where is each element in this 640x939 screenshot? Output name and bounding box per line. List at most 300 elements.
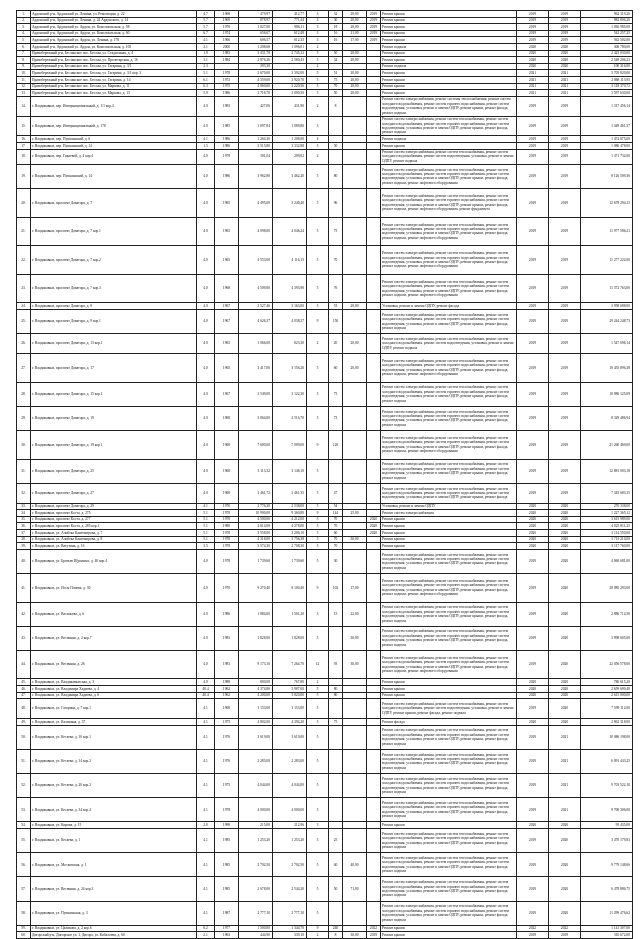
last-repair-cell <box>367 116 381 136</box>
wear-cell: 4.1 <box>197 136 215 143</box>
residents-cell: 18 <box>329 24 343 31</box>
cost-cell: 1 349 461,37 <box>581 116 633 136</box>
last-repair-cell <box>367 699 381 719</box>
total-area-cell: 4 000,00 <box>239 798 273 822</box>
work-types-cell: Ремонт крыши <box>381 516 517 523</box>
start-year-cell: 2021 <box>517 76 549 83</box>
start-year-cell: 2022 <box>517 925 549 932</box>
table-row <box>17 932 633 939</box>
residents-cell: 70 <box>329 523 343 530</box>
living-area-cell: 1 096,01 <box>273 43 307 50</box>
year-built-cell: 1965 <box>215 354 239 383</box>
start-year-cell: 2019 <box>517 431 549 460</box>
start-year-cell: 2019 <box>517 274 549 303</box>
floors-cell: 5 <box>307 523 329 530</box>
work-types-cell: Ремонт крыши <box>381 679 517 686</box>
work-types-cell: Ремонт систем электроснабжения, ремонт систем теплоснабжения, ремонт систем холодного водоснабжения, ремонт систем горячего водоснабжения, ремонт систем водоотведения, установка, ремонт и замена ОДПУ, ремонт крыши, ремонт фасада <box>381 483 517 503</box>
cost-cell: 22 056 578,00 <box>581 650 633 679</box>
wear-cell: 5.7 <box>197 17 215 24</box>
start-year-cell: 2019 <box>517 725 549 749</box>
row-number-cell: 43. <box>17 626 31 650</box>
wear-cell: 4.1 <box>197 699 215 719</box>
wear-cell: 4.1 <box>197 37 215 44</box>
row-number-cell: 5. <box>17 37 31 44</box>
start-year-cell: 2019 <box>517 877 549 901</box>
total-area-cell: 2 776,30 <box>239 503 273 510</box>
end-year-cell: 2021 <box>549 725 581 749</box>
total-area-cell: 3 515,80 <box>239 142 273 149</box>
living-area-cell: 612,33 <box>273 37 307 44</box>
last-repair-cell: 2022 <box>367 925 381 932</box>
rate-cell: 30,00 <box>343 932 367 939</box>
living-area-cell: 4 044,00 <box>273 774 307 798</box>
end-year-cell: 2020 <box>549 692 581 699</box>
end-year-cell: 2021 <box>549 76 581 83</box>
start-year-cell: 2019 <box>517 382 549 406</box>
residents-cell: 32 <box>329 11 343 18</box>
row-number-cell: 2. <box>17 17 31 24</box>
address-cell: г. Владикавказ, проспект Коста, д. 275 <box>31 510 197 517</box>
residents-cell: 70 <box>329 543 343 550</box>
total-area-cell: 215,00 <box>239 822 273 829</box>
living-area-cell: 3 756,38 <box>273 536 307 543</box>
floors-cell: 5 <box>307 76 329 83</box>
end-year-cell: 2019 <box>549 246 581 275</box>
residents-cell <box>329 626 343 650</box>
wear-cell: 4.0 <box>197 602 215 626</box>
total-area-cell: 2 461,72 <box>239 483 273 503</box>
wear-cell: 4.1 <box>197 901 215 925</box>
floors-cell: 5 <box>307 529 329 536</box>
year-built-cell: 1988 <box>215 679 239 686</box>
residents-cell: 51 <box>329 70 343 77</box>
wear-cell: 2.0 <box>197 822 215 829</box>
residents-cell: 50 <box>329 50 343 57</box>
table-row <box>17 37 633 44</box>
last-repair-cell <box>367 749 381 773</box>
floors-cell: 5 <box>307 686 329 693</box>
floors-cell: 5 <box>307 719 329 726</box>
last-repair-cell <box>367 246 381 275</box>
rate-cell: 17,00 <box>343 573 367 602</box>
table-row <box>17 719 633 726</box>
floors-cell: 5 <box>307 543 329 550</box>
rate-cell <box>343 516 367 523</box>
start-year-cell: 2019 <box>517 189 549 218</box>
work-types-cell: Ремонт подвала <box>381 63 517 70</box>
living-area-cell: 3 220,56 <box>273 83 307 90</box>
work-types-cell: Ремонт крыши <box>381 536 517 543</box>
last-repair-cell <box>367 543 381 550</box>
end-year-cell: 2019 <box>549 334 581 354</box>
floors-cell: 5 <box>307 70 329 77</box>
row-number-cell: 10. <box>17 70 31 77</box>
living-area-cell: 4 394,20 <box>273 719 307 726</box>
year-built-cell: 1983 <box>215 626 239 650</box>
year-built-cell: 1978 <box>215 516 239 523</box>
living-area-cell: 431,90 <box>273 96 307 116</box>
address-cell: г. Владикавказ, ул. Владимира Хадиева, д. 4 <box>31 686 197 693</box>
row-number-cell: 3. <box>17 24 31 31</box>
floors-cell: 9 <box>307 925 329 932</box>
total-area-cell: 7 600,00 <box>239 431 273 460</box>
wear-cell: 3.1 <box>197 57 215 64</box>
living-area-cell: 9 360,80 <box>273 510 307 517</box>
table-row <box>17 303 633 310</box>
year-built-cell: 1962 <box>215 686 239 693</box>
row-number-cell: 60. <box>17 932 31 939</box>
table-row <box>17 76 633 83</box>
rate-cell <box>343 549 367 573</box>
last-repair-cell <box>367 573 381 602</box>
work-types-cell: Установка, ремонт и замена ОДПУ <box>381 503 517 510</box>
total-area-cell: 4 802,00 <box>239 719 273 726</box>
cost-cell: 21 260 469,00 <box>581 431 633 460</box>
start-year-cell: 2020 <box>517 529 549 536</box>
work-types-cell: Ремонт систем электроснабжения, ремонт систем теплоснабжения, ремонт систем холодного водоснабжения, ремонт систем горячего водоснабжения, ремонт систем водоотведения, установка, ремонт и замена ОДПУ, ремонт крыши, ремонт фасада, ремонт подвала, ремонт лифтового оборудования <box>381 431 517 460</box>
living-area-cell: 8 100,40 <box>273 573 307 602</box>
work-types-cell: Ремонт крыши <box>381 76 517 83</box>
start-year-cell: 2020 <box>517 510 549 517</box>
address-cell: г. Владикавказ, пер. Интернациональный, д. 178 <box>31 116 197 136</box>
wear-cell: 3.5 <box>197 543 215 550</box>
total-area-cell: 1 264,30 <box>239 136 273 143</box>
row-number-cell: 53. <box>17 798 31 822</box>
last-repair-cell <box>367 63 381 70</box>
living-area-cell: 339,10 <box>273 932 307 939</box>
floors-cell: 9 <box>307 310 329 334</box>
work-types-cell: Ремонт систем электроснабжения, ремонт систем теплоснабжения, ремонт систем холодного водоснабжения, ремонт систем водоотведения, установка, ремонт и замена ОДПУ, ремонт подвала <box>381 334 517 354</box>
rate-cell: 20,00 <box>343 70 367 77</box>
living-area-cell: 2 283,00 <box>273 749 307 773</box>
cost-cell: 7 599 112,00 <box>581 699 633 719</box>
end-year-cell: 2019 <box>549 406 581 430</box>
work-types-cell: Ремонт крыши <box>381 686 517 693</box>
cost-cell: 3 715 210,00 <box>581 536 633 543</box>
table-row <box>17 83 633 90</box>
table-row <box>17 822 633 829</box>
table-row <box>17 549 633 573</box>
row-number-cell: 36. <box>17 523 31 530</box>
living-area-cell: 771,44 <box>273 17 307 24</box>
last-repair-cell <box>367 354 381 383</box>
living-area-cell: 1 344,70 <box>273 925 307 932</box>
cost-cell: 100 316,00 <box>581 63 633 70</box>
living-area-cell: 2 702,50 <box>273 853 307 877</box>
work-types-cell: Ремонт систем электроснабжения, ремонт систем теплоснабжения, ремонт систем холодного водоснабжения, ремонт систем горячего водоснабжения, ремонт систем водоотведения, установка, ремонт и замена ОДПУ, ремонт крыши, ремонт фасада, ремонт подвала <box>381 549 517 573</box>
row-number-cell: 14. <box>17 96 31 116</box>
last-repair-cell <box>367 686 381 693</box>
living-area-cell: 2 777,10 <box>273 901 307 925</box>
end-year-cell: 2019 <box>549 217 581 246</box>
start-year-cell: 2019 <box>517 650 549 679</box>
residents-cell: 80 <box>329 164 343 188</box>
start-year-cell: 2020 <box>517 63 549 70</box>
total-area-cell: 3 574,30 <box>239 543 273 550</box>
rate-cell <box>343 829 367 853</box>
address-cell: г. Владикавказ, ул. Кесаева, д. 34 кор.4 <box>31 798 197 822</box>
start-year-cell: 2021 <box>517 83 549 90</box>
living-area-cell: 1 208,00 <box>273 136 307 143</box>
floors-cell: 5 <box>307 503 329 510</box>
residents-cell: 75 <box>329 719 343 726</box>
cost-cell: 8 126 509,36 <box>581 164 633 188</box>
work-types-cell: Ремонт систем электроснабжения, ремонт систем теплоснабжения, ремонт систем холодного водоснабжения, ремонт систем горячего водоснабжения, ремонт систем водоотведения, установка, ремонт и замена ОДПУ, ремонт крыши, ремонт фасада, ремонт подвала <box>381 725 517 749</box>
wear-cell: 4.0 <box>197 246 215 275</box>
end-year-cell: 2021 <box>549 70 581 77</box>
wear-cell: 1.9 <box>197 50 215 57</box>
cost-cell: 29 244 248,73 <box>581 310 633 334</box>
wear-cell: 40.4 <box>197 692 215 699</box>
table-row <box>17 686 633 693</box>
row-number-cell: 12. <box>17 83 31 90</box>
cost-cell: 1 474 875,00 <box>581 136 633 143</box>
start-year-cell: 2019 <box>517 932 549 939</box>
start-year-cell: 2019 <box>517 217 549 246</box>
floors-cell: 12 <box>307 650 329 679</box>
end-year-cell: 2020 <box>549 877 581 901</box>
work-types-cell: Ремонт систем электроснабжения, ремонт систем теплоснабжения, ремонт систем холодного водоснабжения, ремонт систем горячего водоснабжения, ремонт систем водоотведения, установка, ремонт и замена ОДПУ, ремонт крыши, ремонт фасада, ремонт подвала <box>381 877 517 901</box>
end-year-cell: 2020 <box>549 516 581 523</box>
work-types-cell: Ремонт крыши <box>381 529 517 536</box>
table-row <box>17 43 633 50</box>
wear-cell: 4.0 <box>197 217 215 246</box>
row-number-cell: 4. <box>17 30 31 37</box>
total-area-cell: 1 500,00 <box>239 925 273 932</box>
year-built-cell: 1983 <box>215 96 239 116</box>
residents-cell <box>329 725 343 749</box>
end-year-cell: 2021 <box>549 774 581 798</box>
work-types-cell: Ремонт крыши <box>381 523 517 530</box>
rate-cell <box>343 96 367 116</box>
year-built-cell: 1968 <box>215 274 239 303</box>
year-built-cell: 1986 <box>215 142 239 149</box>
rate-cell <box>343 529 367 536</box>
total-area-cell: 1 097,84 <box>239 116 273 136</box>
cost-cell: 9 700 306,00 <box>581 798 633 822</box>
address-cell: г. Владикавказ, ул. Московская, д. 1 <box>31 853 197 877</box>
residents-cell: 40 <box>329 853 343 877</box>
start-year-cell: 2020 <box>517 57 549 64</box>
living-area-cell: 4 212,00 <box>273 516 307 523</box>
table-row <box>17 650 633 679</box>
cost-cell: 12 678 294,13 <box>581 189 633 218</box>
table-row <box>17 11 633 18</box>
start-year-cell: 2019 <box>517 310 549 334</box>
cost-cell: 1 471 732,00 <box>581 149 633 164</box>
year-built-cell: 1985 <box>215 853 239 877</box>
wear-cell: 4.0 <box>197 116 215 136</box>
cost-cell: 310 672,00 <box>581 932 633 939</box>
cost-cell: 2 425 030,00 <box>581 50 633 57</box>
rate-cell: 20,00 <box>343 50 367 57</box>
residents-cell: 70 <box>329 516 343 523</box>
cost-cell: 2 886 714,50 <box>581 602 633 626</box>
cost-cell: 6 091 443,25 <box>581 749 633 773</box>
last-repair-cell: 2019 <box>367 30 381 37</box>
residents-cell <box>329 798 343 822</box>
row-number-cell: 31. <box>17 459 31 483</box>
row-number-cell: 45. <box>17 679 31 686</box>
floors-cell: 3 <box>307 116 329 136</box>
wear-cell: 6.2 <box>197 925 215 932</box>
cost-cell: 3 615 989,00 <box>581 516 633 523</box>
table-row <box>17 57 633 64</box>
residents-cell: 32 <box>329 57 343 64</box>
work-types-cell: Ремонт крыши <box>381 543 517 550</box>
floors-cell: 2 <box>307 149 329 164</box>
wear-cell: 6.7 <box>197 30 215 37</box>
rate-cell: 20,00 <box>343 24 367 31</box>
year-built-cell: 1968 <box>215 431 239 460</box>
residents-cell: 16 <box>329 30 343 37</box>
table-row <box>17 274 633 303</box>
living-area-cell: 767,80 <box>273 679 307 686</box>
year-built-cell <box>215 63 239 70</box>
wear-cell: 4.1 <box>197 877 215 901</box>
address-cell: г. Владикавказ, ул. Кесаева, д. 14 кор.2 <box>31 749 197 773</box>
total-area-cell: 2 702,50 <box>239 853 273 877</box>
living-area-cell <box>273 63 307 70</box>
total-area-cell: 878,97 <box>239 17 273 24</box>
cost-cell: 10 986 125,09 <box>581 382 633 406</box>
cost-cell: 2 868 113,95 <box>581 76 633 83</box>
end-year-cell: 2020 <box>549 510 581 517</box>
last-repair-cell <box>367 90 381 97</box>
work-types-cell: Ремонт систем электроснабжения, ремонт систем теплоснабжения, ремонт систем холодного водоснабжения, ремонт систем горячего водоснабжения, ремонт систем водоотведения, установка, ремонт и замена ОДПУ, ремонт крыши, ремонт фасада, ремонт подвала, ремонт лифтового оборудования <box>381 274 517 303</box>
table-row <box>17 189 633 218</box>
cost-cell: 3 470 179,83 <box>581 829 633 853</box>
work-types-cell: Ремонт систем электроснабжения, ремонт систем теплоснабжения, ремонт систем холодного водоснабжения, ремонт систем горячего водоснабжения, ремонт систем водоотведения, установка, ремонт и замена ОДПУ, ремонт крыши, ремонт фасада, ремонт подвала, ремонт лифтового оборудования <box>381 354 517 383</box>
wear-cell: 4.0 <box>197 573 215 602</box>
cost-cell: 3 597 630,00 <box>581 90 633 97</box>
address-cell: г. Владикавказ, ул. Цаликова, д. 2 кор.6 <box>31 925 197 932</box>
row-number-cell: 21. <box>17 217 31 246</box>
living-area-cell: 3 332,88 <box>273 142 307 149</box>
year-built-cell: 1968 <box>215 11 239 18</box>
end-year-cell: 2019 <box>549 483 581 503</box>
work-types-cell: Ремонт систем электроснабжения, ремонт систем теплоснабжения, ремонт систем холодного водоснабжения, ремонт систем водоотведения, установка, ремонт и замена ОДПУ, ремонт крыши, ремонт фасада, ремонт подвала <box>381 699 517 719</box>
rate-cell <box>343 136 367 143</box>
year-built-cell: 1983 <box>215 650 239 679</box>
year-built-cell: 1965 <box>215 189 239 218</box>
residents-cell: 30 <box>329 17 343 24</box>
wear-cell: 4.0 <box>197 459 215 483</box>
floors-cell: 5 <box>307 354 329 383</box>
address-cell: Правобережный р-н, Бесланское пос. Беслан, ул. Стадионная, д. 4 <box>31 50 197 57</box>
total-area-cell: 3 527,46 <box>239 303 273 310</box>
floors-cell: 5 <box>307 303 329 310</box>
repair-program-table <box>16 10 633 939</box>
table-row <box>17 382 633 406</box>
residents-cell: 15 <box>329 602 343 626</box>
wear-cell: 4.1 <box>197 725 215 749</box>
residents-cell: 30 <box>329 549 343 573</box>
residents-cell: 8 <box>329 932 343 939</box>
rate-cell: 21,00 <box>343 30 367 37</box>
floors-cell: 5 <box>307 798 329 822</box>
row-number-cell: 44. <box>17 650 31 679</box>
table-row <box>17 853 633 877</box>
residents-cell: 75 <box>329 217 343 246</box>
residents-cell <box>329 149 343 164</box>
start-year-cell: 2019 <box>517 24 549 31</box>
table-row <box>17 334 633 354</box>
last-repair-cell <box>367 549 381 573</box>
floors-cell: 5 <box>307 516 329 523</box>
living-area-cell: 2 516,70 <box>273 406 307 430</box>
table-row <box>17 602 633 626</box>
floors-cell: 9 <box>307 510 329 517</box>
wear-cell: 4.0 <box>197 431 215 460</box>
floors-cell: 5 <box>307 50 329 57</box>
total-area-cell: 4 374,80 <box>239 686 273 693</box>
floors-cell: 3 <box>307 822 329 829</box>
row-number-cell: 25. <box>17 310 31 334</box>
residents-cell: 150 <box>329 310 343 334</box>
cost-cell: 1 141 307,00 <box>581 925 633 932</box>
cost-cell: 542 257,25 <box>581 30 633 37</box>
rate-cell <box>343 719 367 726</box>
last-repair-cell <box>367 303 381 310</box>
wear-cell: 4.0 <box>197 189 215 218</box>
work-types-cell: Ремонт систем электроснабжения, ремонт систем теплоснабжения, ремонт систем холодного водоснабжения, ремонт систем горячего водоснабжения, ремонт систем водоотведения, установка, ремонт и замена ОДПУ, ремонт крыши, ремонт фасада, ремонт подвала <box>381 829 517 853</box>
residents-cell: 75 <box>329 76 343 83</box>
wear-cell: 4.1 <box>197 853 215 877</box>
residents-cell: 47 <box>329 483 343 503</box>
wear-cell: 4.0 <box>197 626 215 650</box>
floors-cell: 5 <box>307 774 329 798</box>
rate-cell <box>343 459 367 483</box>
end-year-cell: 2019 <box>549 459 581 483</box>
year-built-cell: 1967 <box>215 310 239 334</box>
residents-cell: 20 <box>329 334 343 354</box>
rate-cell <box>343 699 367 719</box>
row-number-cell: 42. <box>17 602 31 626</box>
total-area-cell: 3 431,78 <box>239 50 273 57</box>
work-types-cell: Ремонт систем электроснабжения, ремонт систем теплоснабжения, ремонт систем холодного водоснабжения, ремонт систем горячего водоснабжения, ремонт систем водоотведения, установка, ремонт и замена ОДПУ, ремонт крыши, ремонт фасада, ремонт подвала <box>381 853 517 877</box>
start-year-cell: 2019 <box>517 602 549 626</box>
year-built-cell: 1986 <box>215 136 239 143</box>
end-year-cell: 2019 <box>549 310 581 334</box>
rate-cell <box>343 310 367 334</box>
address-cell: г. Владикавказ, проспект Доватора, д. 29 <box>31 503 197 510</box>
year-built-cell: 1985 <box>215 116 239 136</box>
row-number-cell: 51. <box>17 749 31 773</box>
total-area-cell: 3 619,00 <box>239 725 273 749</box>
living-area-cell: 3 146,10 <box>273 459 307 483</box>
residents-cell: 80 <box>329 686 343 693</box>
address-cell: г. Владикавказ, ул. Владикавказская, д. 3 <box>31 679 197 686</box>
rate-cell <box>343 246 367 275</box>
rate-cell <box>343 725 367 749</box>
cost-cell: 562 502,00 <box>581 37 633 44</box>
living-area-cell: 3 920,70 <box>273 76 307 83</box>
floors-cell: 5 <box>307 549 329 573</box>
address-cell: г. Владикавказ, ул. Весенняя, д. 26 <box>31 650 197 679</box>
living-area-cell: 2 745,12 <box>273 50 307 57</box>
address-cell: г. Владикавказ, проспект Коста, д. 285 кор.1 <box>31 523 197 530</box>
rate-cell <box>343 406 367 430</box>
table-row <box>17 149 633 164</box>
table-row <box>17 96 633 116</box>
address-cell: г. Владикавказ, проспект Доватора, д. 8 <box>31 303 197 310</box>
row-number-cell: 34. <box>17 510 31 517</box>
last-repair-cell <box>367 382 381 406</box>
year-built-cell: 1966 <box>215 37 239 44</box>
cost-cell: 7 345 683,15 <box>581 483 633 503</box>
last-repair-cell: 2020 <box>367 523 381 530</box>
